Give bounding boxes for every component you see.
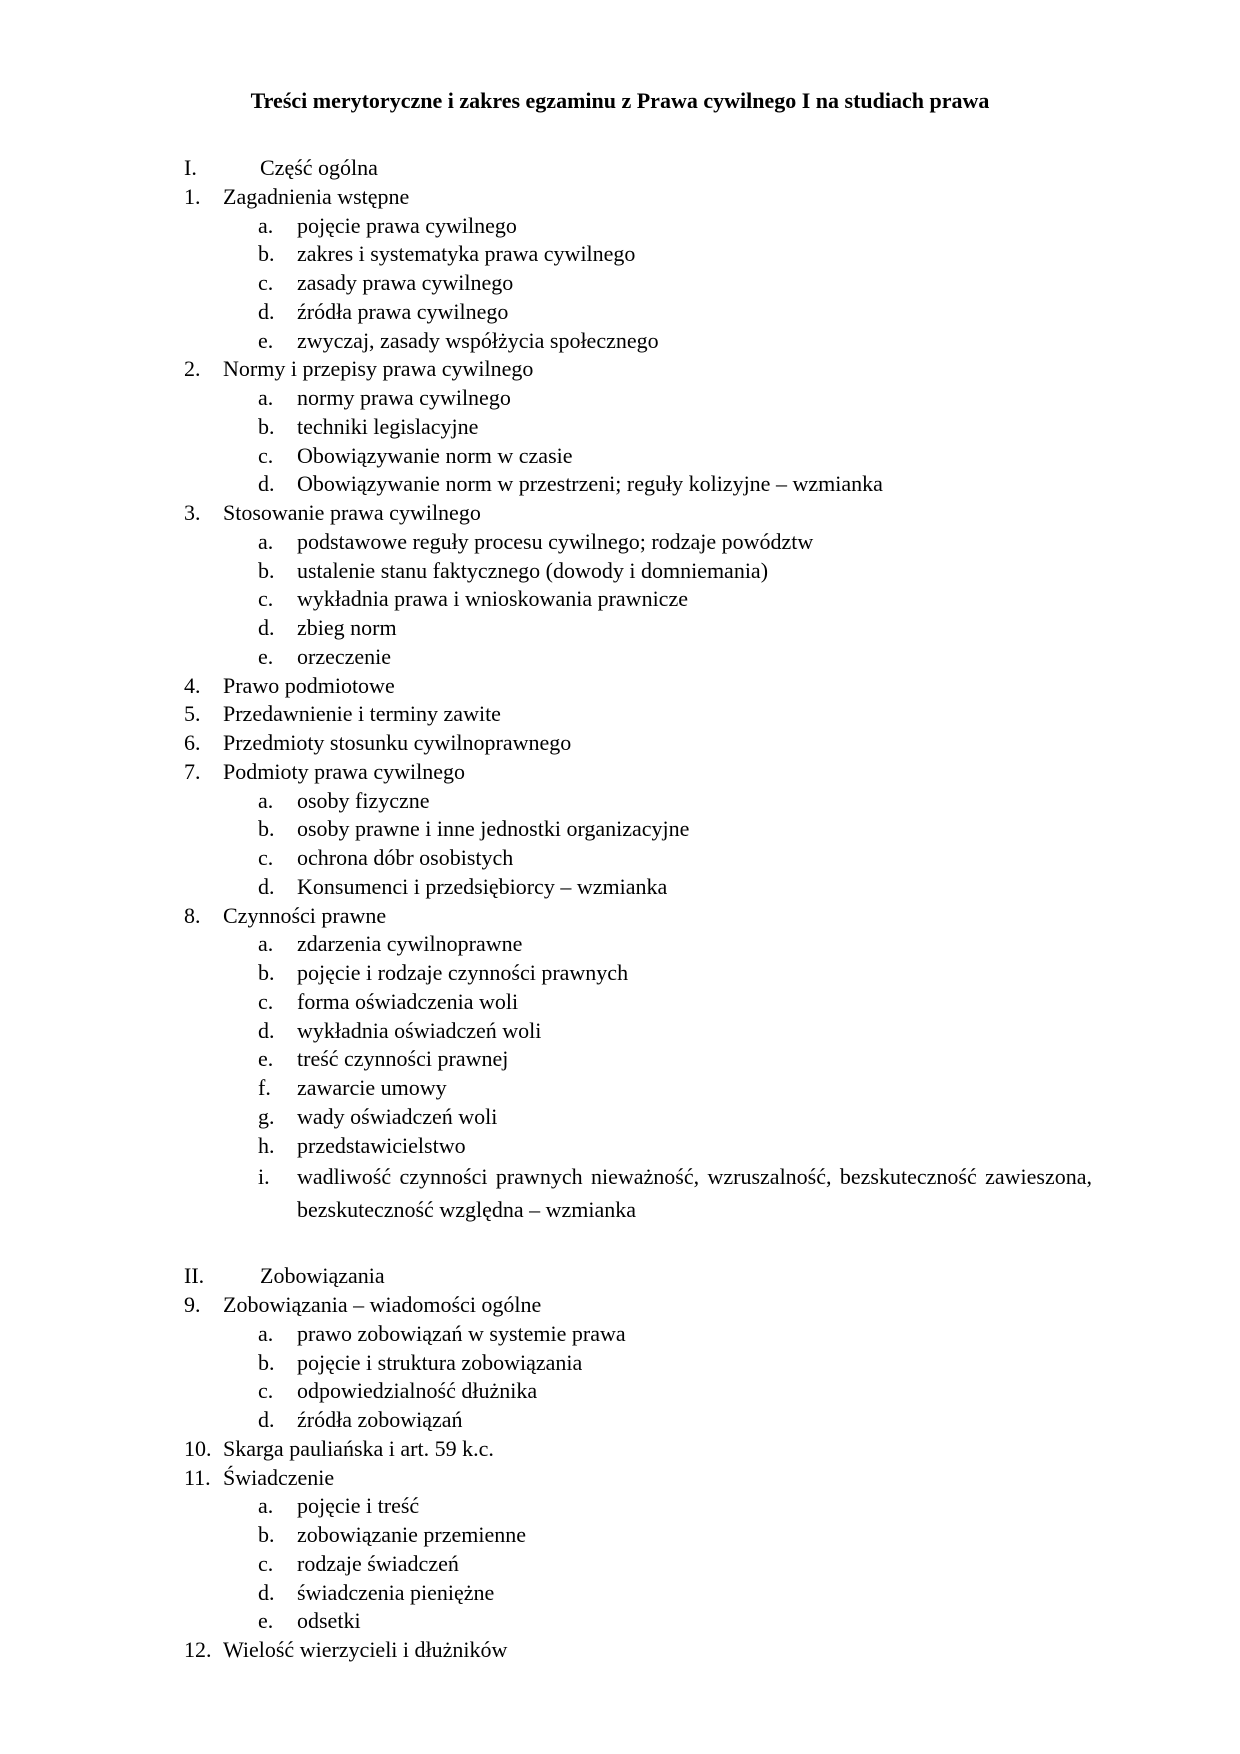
subtopic-label: zobowiązanie przemienne xyxy=(297,1522,527,1547)
subtopic-label: wykładnia oświadczeń woli xyxy=(297,1017,542,1043)
subtopic-item xyxy=(0,873,1240,902)
subtopic-item xyxy=(0,1074,1240,1103)
subtopic-item xyxy=(0,585,1240,614)
exam-outline xyxy=(0,154,1240,1665)
topic-label: Czynności prawne xyxy=(223,902,387,928)
section-marker: I. xyxy=(184,155,197,180)
subtopic-item xyxy=(0,815,1240,844)
subtopic-letter: c. xyxy=(258,270,274,295)
topic-item xyxy=(0,499,1240,528)
subtopic-label: osoby prawne i inne jednostki organizacyjne xyxy=(297,816,690,842)
subtopic-label: pojęcie i struktura zobowiązania xyxy=(297,1349,583,1375)
topic-item xyxy=(0,1291,1240,1320)
subtopic-item xyxy=(0,787,1240,816)
subtopic-item xyxy=(0,930,1240,959)
section-label: Część ogólna xyxy=(260,155,378,180)
subtopic-label: zakres i systematyka prawa cywilnego xyxy=(297,241,636,267)
topic-label: Skarga pauliańska i art. 59 k.c. xyxy=(223,1435,494,1461)
subtopic-item xyxy=(0,643,1240,672)
subtopic-label: podstawowe reguły procesu cywilnego; rodzaje powództw xyxy=(297,528,814,554)
subtopic-letter: a. xyxy=(258,787,274,813)
subtopic-label: rodzaje świadczeń xyxy=(297,1550,459,1576)
topic-number: 9. xyxy=(184,1292,201,1317)
subtopic-letter: b. xyxy=(258,1349,275,1375)
subtopic-label: odsetki xyxy=(297,1608,361,1634)
subtopic-label: zwyczaj, zasady współżycia społecznego xyxy=(297,327,659,353)
subtopic-letter: c. xyxy=(258,988,274,1014)
topic-item xyxy=(0,672,1240,701)
subtopic-letter: a. xyxy=(258,212,274,238)
section-heading xyxy=(0,154,1240,183)
subtopic-item xyxy=(0,240,1240,269)
subtopic-label: normy prawa cywilnego xyxy=(297,385,511,410)
subtopic-letter: e. xyxy=(258,327,274,353)
subtopic-letter: d. xyxy=(258,615,275,640)
topic-number: 5. xyxy=(184,701,201,727)
document-title: Treści merytoryczne i zakres egzaminu z Prawa cywilnego I na studiach prawa xyxy=(250,88,990,113)
subtopic-label: zasady prawa cywilnego xyxy=(297,270,514,295)
section-marker: II. xyxy=(184,1263,205,1289)
subtopic-item xyxy=(0,1160,1240,1226)
subtopic-item xyxy=(0,1550,1240,1579)
topic-label: Świadczenie xyxy=(223,1464,335,1490)
topic-item xyxy=(0,758,1240,787)
subtopic-letter: b. xyxy=(258,816,275,842)
subtopic-item xyxy=(0,1607,1240,1636)
subtopic-letter: f. xyxy=(258,1075,271,1100)
topic-label: Stosowanie prawa cywilnego xyxy=(223,500,481,525)
subtopic-letter: b. xyxy=(258,960,275,985)
topic-label: Zagadnienia wstępne xyxy=(223,183,410,209)
subtopic-letter: d. xyxy=(258,1579,275,1605)
subtopic-letter: d. xyxy=(258,298,275,324)
subtopic-letter: c. xyxy=(258,845,274,870)
topic-label: Normy i przepisy prawa cywilnego xyxy=(223,356,534,382)
subtopic-label: wady oświadczeń woli xyxy=(297,1103,498,1129)
topic-number: 3. xyxy=(184,500,201,525)
subtopic-item xyxy=(0,988,1240,1017)
subtopic-item xyxy=(0,470,1240,499)
subtopic-letter: c. xyxy=(258,1550,274,1576)
subtopic-label: pojęcie i treść xyxy=(297,1493,420,1519)
topic-item xyxy=(0,729,1240,758)
subtopic-letter: c. xyxy=(258,442,274,468)
topic-number: 8. xyxy=(184,902,201,928)
subtopic-item xyxy=(0,1017,1240,1046)
subtopic-label: świadczenia pieniężne xyxy=(297,1579,495,1605)
topic-label: Wielość wierzycieli i dłużników xyxy=(223,1637,508,1662)
subtopic-label: Obowiązywanie norm w czasie xyxy=(297,442,573,468)
subtopic-letter: c. xyxy=(258,586,274,612)
subtopic-item xyxy=(0,528,1240,557)
subtopic-label: odpowiedzialność dłużnika xyxy=(297,1378,538,1404)
subtopic-item xyxy=(0,1406,1240,1435)
subtopic-item xyxy=(0,384,1240,413)
subtopic-letter: e. xyxy=(258,643,274,669)
subtopic-item xyxy=(0,1349,1240,1378)
subtopic-letter: c. xyxy=(258,1378,274,1404)
subtopic-letter: i. xyxy=(258,1164,270,1190)
subtopic-item xyxy=(0,212,1240,241)
subtopic-label: techniki legislacyjne xyxy=(297,413,479,439)
topic-number: 7. xyxy=(184,758,201,784)
subtopic-label: zawarcie umowy xyxy=(297,1075,447,1100)
topic-label: Przedawnienie i terminy zawite xyxy=(223,701,501,727)
subtopic-label: przedstawicielstwo xyxy=(297,1132,466,1158)
subtopic-letter: d. xyxy=(258,1407,275,1432)
subtopic-letter: b. xyxy=(258,1522,275,1547)
subtopic-item xyxy=(0,442,1240,471)
subtopic-letter: b. xyxy=(258,557,275,583)
subtopic-item xyxy=(0,1579,1240,1608)
subtopic-label: zbieg norm xyxy=(297,615,397,640)
section-label: Zobowiązania xyxy=(260,1263,385,1289)
topic-number: 1. xyxy=(184,183,201,209)
subtopic-letter: d. xyxy=(258,873,275,899)
subtopic-item xyxy=(0,1492,1240,1521)
subtopic-item xyxy=(0,298,1240,327)
subtopic-label: pojęcie prawa cywilnego xyxy=(297,212,517,238)
subtopic-item xyxy=(0,327,1240,356)
subtopic-label: źródła zobowiązań xyxy=(297,1407,463,1432)
topic-number: 6. xyxy=(184,730,201,755)
subtopic-label: prawo zobowiązań w systemie prawa xyxy=(297,1320,626,1346)
subtopic-letter: a. xyxy=(258,931,274,957)
subtopic-letter: b. xyxy=(258,413,275,439)
subtopic-letter: a. xyxy=(258,1493,274,1519)
subtopic-label: źródła prawa cywilnego xyxy=(297,298,509,324)
subtopic-item xyxy=(0,1132,1240,1161)
subtopic-label: osoby fizyczne xyxy=(297,787,430,813)
subtopic-item xyxy=(0,1377,1240,1406)
topic-label: Przedmioty stosunku cywilnoprawnego xyxy=(223,730,572,755)
topic-number: 10. xyxy=(184,1435,212,1461)
subtopic-label: pojęcie i rodzaje czynności prawnych xyxy=(297,960,629,985)
section-heading xyxy=(0,1262,1240,1291)
subtopic-label: ochrona dóbr osobistych xyxy=(297,845,514,870)
subtopic-letter: b. xyxy=(258,241,275,267)
topic-item xyxy=(0,355,1240,384)
subtopic-letter: d. xyxy=(258,471,275,497)
topic-number: 11. xyxy=(184,1464,211,1490)
section-spacer xyxy=(0,1226,1240,1262)
subtopic-label: wadliwość czynności prawnych nieważność, wzruszalność, bezskuteczność zawieszona, bezskuteczność względna – wzmianka xyxy=(297,1164,1092,1223)
subtopic-item xyxy=(0,269,1240,298)
subtopic-label: forma oświadczenia woli xyxy=(297,988,519,1014)
subtopic-item xyxy=(0,1320,1240,1349)
topic-label: Prawo podmiotowe xyxy=(223,672,395,698)
subtopic-label: orzeczenie xyxy=(297,643,392,669)
topic-item xyxy=(0,183,1240,212)
subtopic-letter: g. xyxy=(258,1103,275,1129)
topic-item xyxy=(0,1464,1240,1493)
subtopic-label: Obowiązywanie norm w przestrzeni; reguły kolizyjne – wzmianka xyxy=(297,471,883,497)
subtopic-letter: e. xyxy=(258,1608,274,1634)
subtopic-label: wykładnia prawa i wnioskowania prawnicze xyxy=(297,586,688,612)
topic-item xyxy=(0,700,1240,729)
subtopic-label: ustalenie stanu faktycznego (dowody i domniemania) xyxy=(297,557,769,583)
subtopic-letter: a. xyxy=(258,528,274,554)
subtopic-letter: h. xyxy=(258,1132,275,1158)
subtopic-letter: a. xyxy=(258,1320,274,1346)
subtopic-item xyxy=(0,844,1240,873)
subtopic-label: treść czynności prawnej xyxy=(297,1046,509,1072)
subtopic-letter: a. xyxy=(258,385,274,410)
topic-label: Podmioty prawa cywilnego xyxy=(223,758,465,784)
subtopic-item xyxy=(0,1045,1240,1074)
subtopic-label: Konsumenci i przedsiębiorcy – wzmianka xyxy=(297,873,668,899)
subtopic-letter: d. xyxy=(258,1017,275,1043)
subtopic-letter: e. xyxy=(258,1046,274,1072)
topic-number: 2. xyxy=(184,356,201,382)
subtopic-label: zdarzenia cywilnoprawne xyxy=(297,931,523,957)
subtopic-item xyxy=(0,959,1240,988)
topic-number: 4. xyxy=(184,672,201,698)
subtopic-item xyxy=(0,1521,1240,1550)
subtopic-item xyxy=(0,1103,1240,1132)
topic-item xyxy=(0,1636,1240,1665)
topic-item xyxy=(0,902,1240,931)
subtopic-item xyxy=(0,413,1240,442)
subtopic-item xyxy=(0,614,1240,643)
topic-item xyxy=(0,1435,1240,1464)
topic-number: 12. xyxy=(184,1637,212,1662)
topic-label: Zobowiązania – wiadomości ogólne xyxy=(223,1292,542,1317)
subtopic-item xyxy=(0,557,1240,586)
